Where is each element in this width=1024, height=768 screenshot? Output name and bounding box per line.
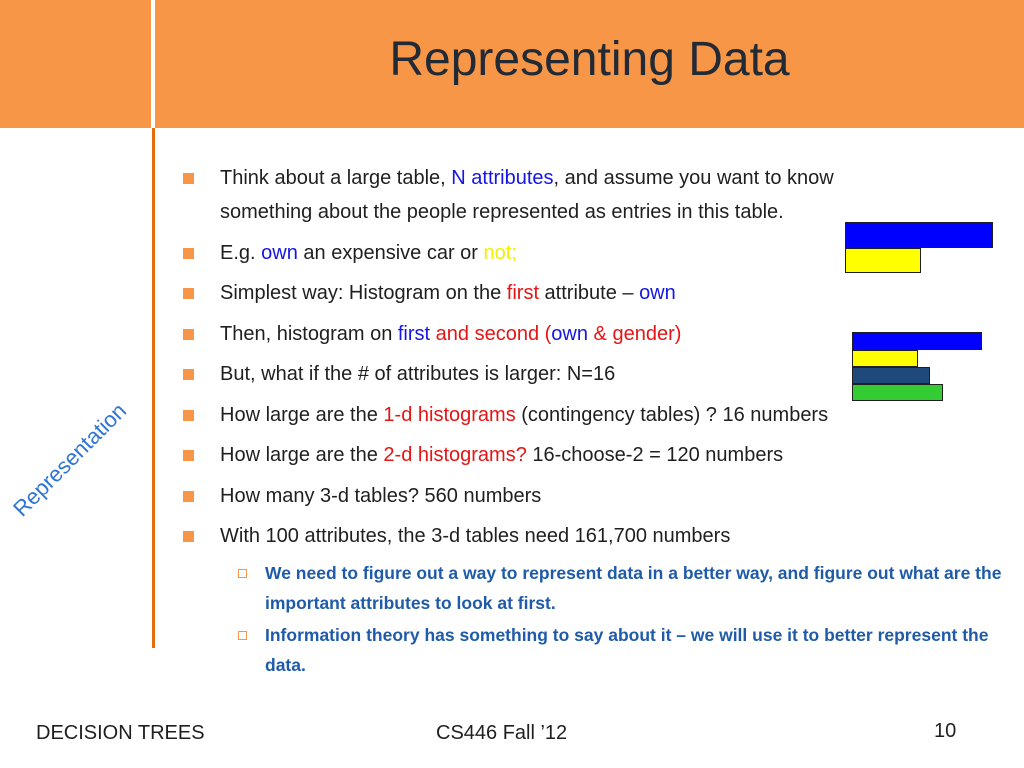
square-bullet-icon: [183, 491, 194, 502]
histogram-bar-own-female: [852, 367, 930, 384]
histogram-bar-not-own-female: [852, 384, 943, 401]
checkbox-bullet-icon: [238, 569, 247, 578]
sub-bullet-item: Information theory has something to say about it – we will use it to better represent the data.: [183, 620, 1024, 680]
bullet-item: How large are the 2-d histograms? 16-choose-2 = 120 numbers: [183, 438, 1024, 472]
footer-course-topic: DECISION TREES: [36, 722, 205, 744]
bullet-item: How many 3-d tables? 560 numbers: [183, 479, 1024, 513]
square-bullet-icon: [183, 410, 194, 421]
slide-number: 10: [934, 720, 957, 742]
bullet-item: But, what if the # of attributes is larger: N=16: [183, 357, 1024, 391]
square-bullet-icon: [183, 531, 194, 542]
bullet-item: Then, histogram on first and second (own & gender): [183, 317, 1024, 351]
section-label: Representation: [8, 398, 132, 522]
bullet-item: Simplest way: Histogram on the first attribute – own: [183, 276, 1024, 310]
histogram-bar-not-own-male: [852, 350, 918, 367]
slide-title: Representing Data: [389, 33, 790, 86]
square-bullet-icon: [183, 248, 194, 259]
histogram-bar-own-male: [852, 332, 982, 350]
square-bullet-icon: [183, 288, 194, 299]
square-bullet-icon: [183, 173, 194, 184]
sub-bullet-item: We need to figure out a way to represent data in a better way, and figure out what are the important attributes to look at first.: [183, 558, 1024, 618]
square-bullet-icon: [183, 329, 194, 340]
bullet-item: How large are the 1-d histograms (contingency tables) ? 16 numbers: [183, 398, 1024, 432]
square-bullet-icon: [183, 450, 194, 461]
histogram-bar-not-own: [845, 248, 921, 273]
bullet-item: Think about a large table, N attributes, and assume you want to know something about the people represented as entries in this table.: [183, 161, 1024, 229]
square-bullet-icon: [183, 369, 194, 380]
footer-course-term: CS446 Fall ’12: [436, 722, 568, 744]
bullet-item: E.g. own an expensive car or not;: [183, 236, 1024, 270]
histogram-bar-own: [845, 222, 993, 248]
bullet-item: With 100 attributes, the 3-d tables need 161,700 numbers: [183, 519, 1024, 553]
checkbox-bullet-icon: [238, 631, 247, 640]
